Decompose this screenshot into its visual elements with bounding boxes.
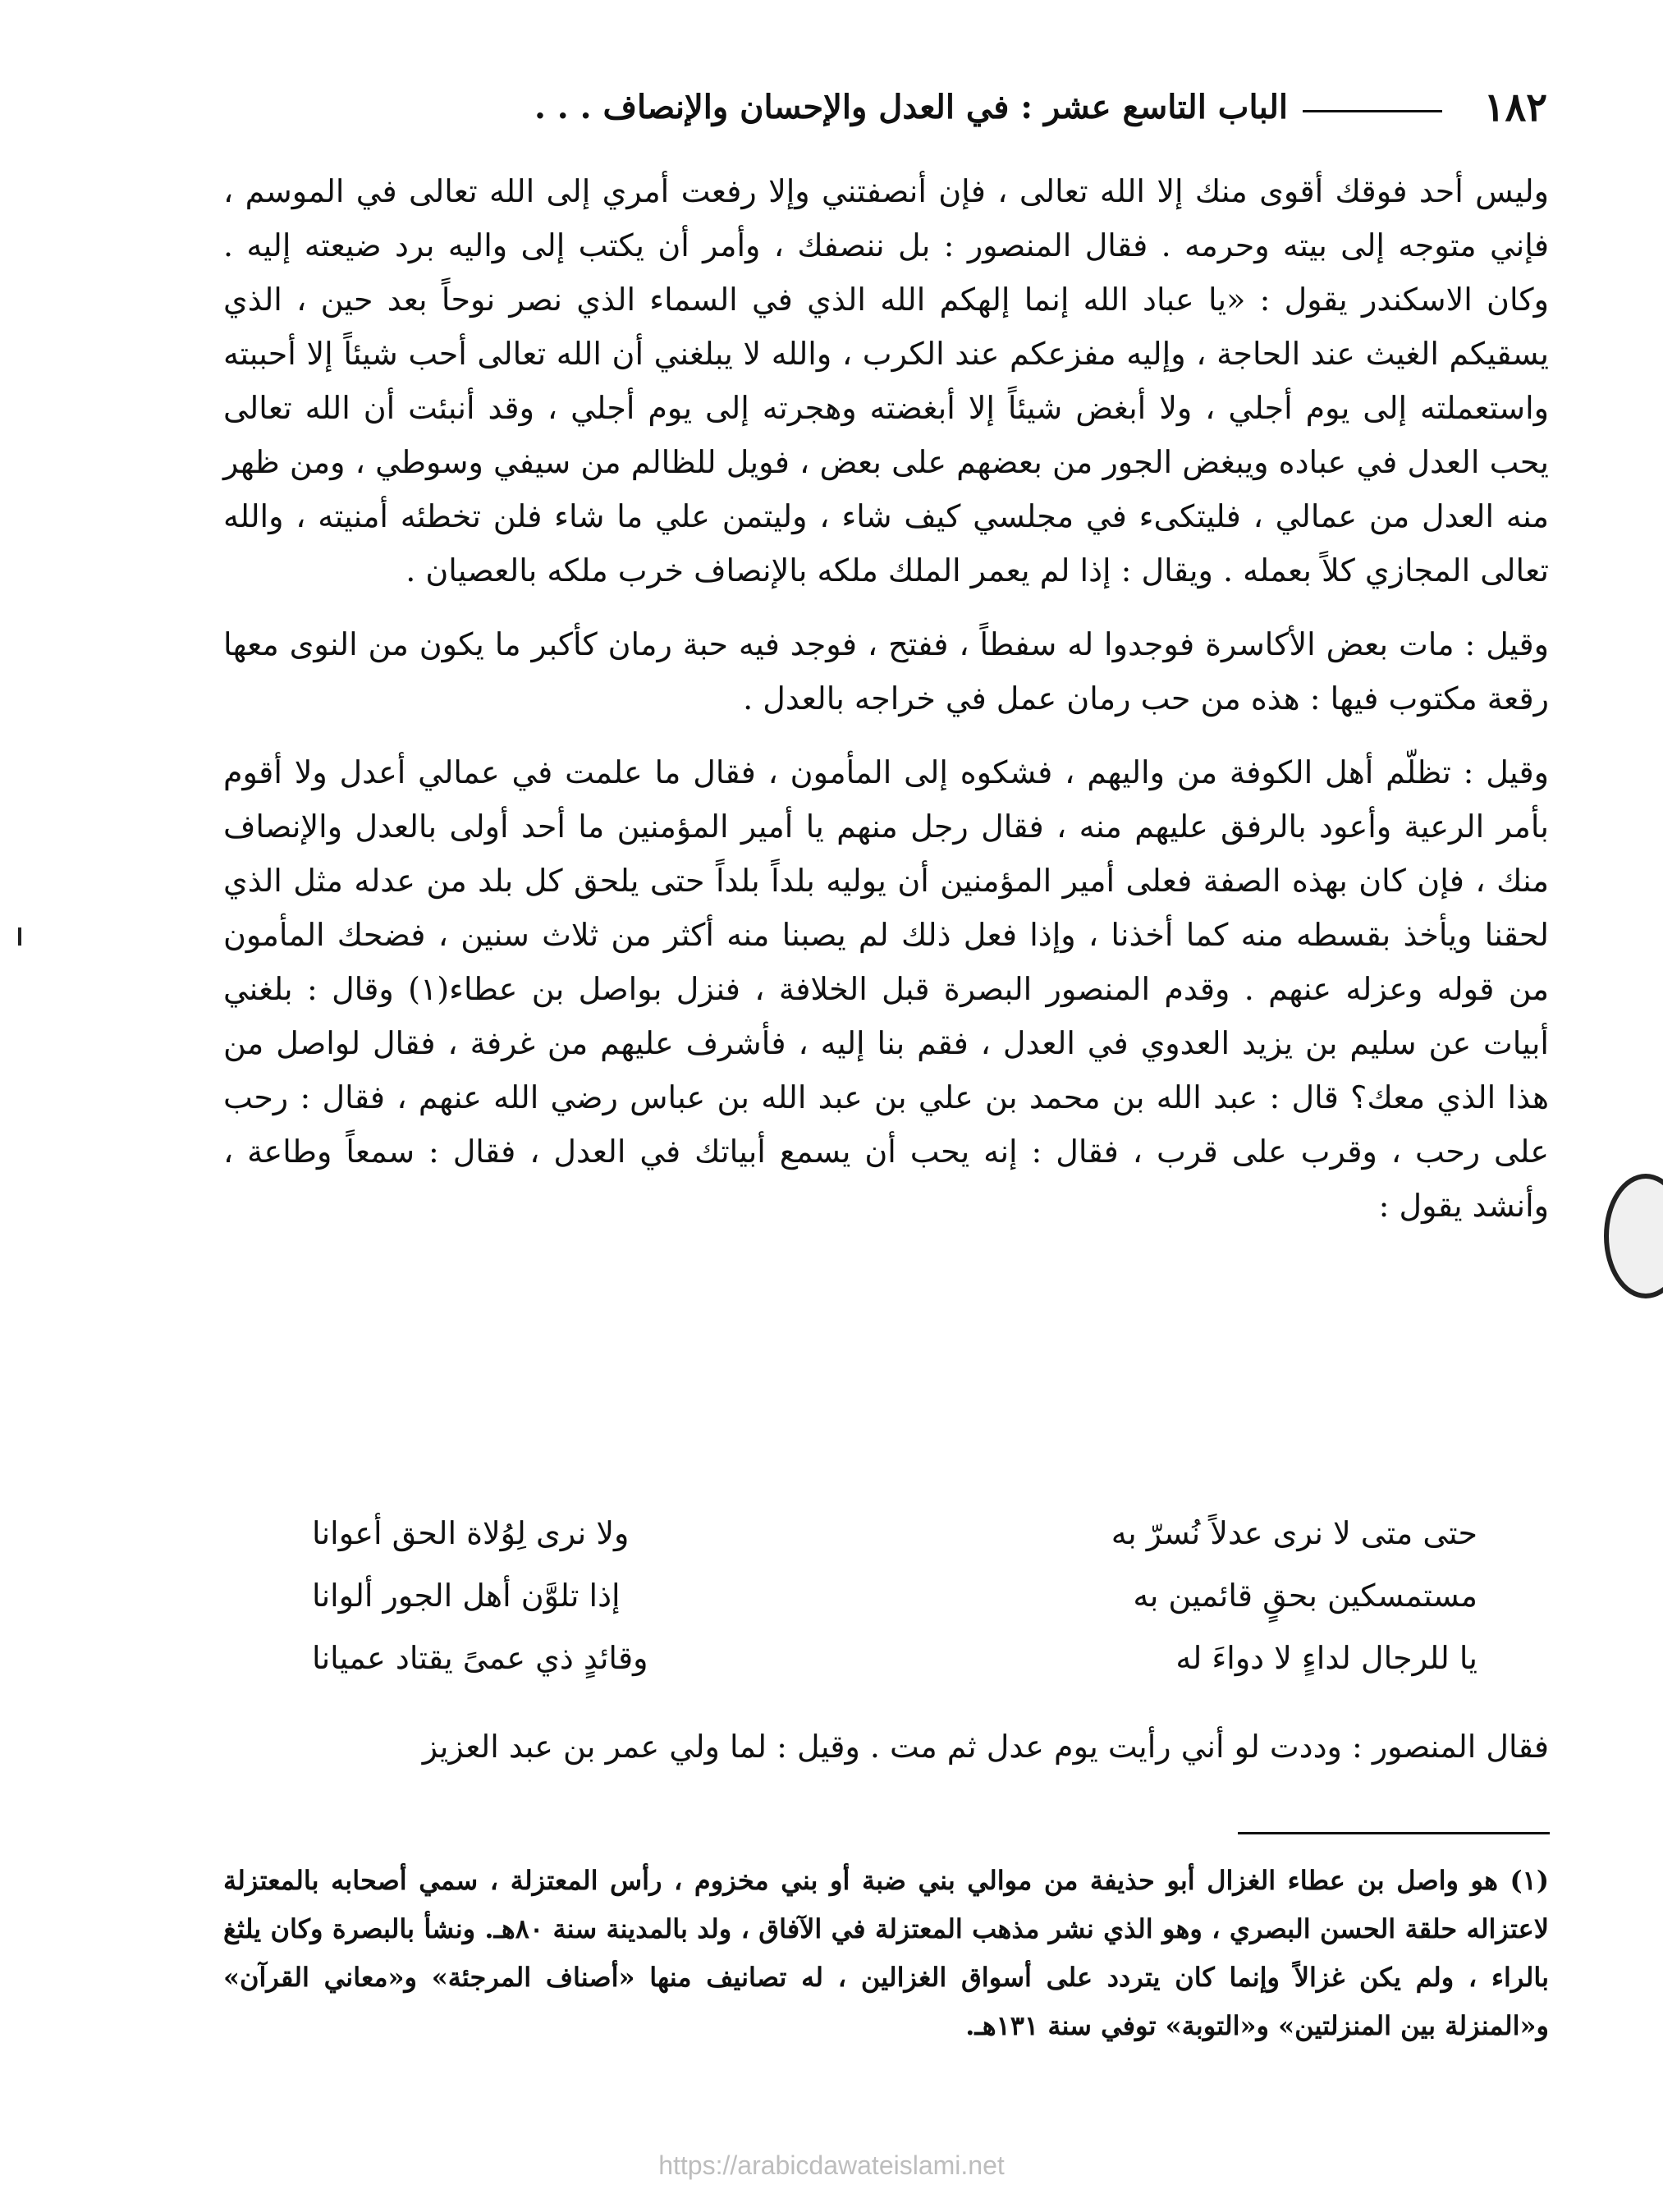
poem-hemistich-second: إذا تلوَّن أهل الجور ألوانا [312, 1578, 621, 1614]
paragraph: وقيل : مات بعض الأكاسرة فوجدوا له سفطاً ، ففتح ، فوجد فيه حبة رمان كأكبر ما يكون من النوى معها رقعة مكتوب فيها : هذه من حب رمان عمل في خراجه بالعدل . [223, 626, 1549, 717]
poem-hemistich-first: يا للرجال لداءٍ لا دواءَ له [1175, 1640, 1477, 1676]
poem [312, 1502, 1477, 1689]
footnote: (١) هو واصل بن عطاء الغزال أبو حذيفة من موالي بني ضبة أو بني مخزوم ، رأس المعتزلة ، سمي أصحابه بالمعتزلة لاعتزاله حلقة الحسن البصري ، وهو الذي نشر مذهب المعتزلة في الآفاق ، ولد بالمدينة سنة ٨٠هـ. ونشأ بالبصرة وكان يلثغ بالراء ، ولم يكن غزالاً وإنما كان يتردد على أسواق الغزالين ، له تصانيف منها «أصناف المرجئة» و«معاني القرآن» و«المنزلة بين المنزلتين» و«التوبة» توفي سنة ١٣١هـ. [223, 1865, 1550, 2041]
closing-paragraph: فقال المنصور : وددت لو أني رأيت يوم عدل ثم مت . وقيل : لما ولي عمر بن عبد العزيز [422, 1729, 1549, 1765]
poem-hemistich-second: ولا نرى لِوُلاة الحق أعوانا [312, 1515, 630, 1551]
paragraph: وقيل : تظلّم أهل الكوفة من واليهم ، فشكوه إلى المأمون ، فقال ما علمت في عمالي أعدل ولا أقوم بأمر الرعية وأعود بالرفق عليهم منه ، فقال رجل منهم يا أمير المؤمنين ما أحد أولى بالعدل والإنصاف منك ، فإن كان بهذه الصفة فعلى أمير المؤمنين أن يوليه بلداً بلداً حتى يلحق كل بلد من عدله مثل الذي لحقنا ويأخذ بقسطه منه كما أخذنا ، وإذا فعل ذلك لم يصبنا منه أكثر من ثلاث سنين ، فضحك المأمون من قوله وعزله عنهم . وقدم المنصور البصرة قبل الخلافة ، فنزل بواصل بن عطاء(١) وقال : بلغني أبيات عن سليم بن يزيد العدوي في العدل ، فقم بنا إليه ، فأشرف عليهم من غرفة ، فقال لواصل من هذا الذي معك؟ قال : عبد الله بن محمد بن علي بن عبد الله بن عباس رضي الله عنهم ، فقال : رحب على رحب ، وقرب على قرب ، فقال : إنه يحب أن يسمع أبياتك في العدل ، فقال : سمعاً وطاعة ، وأنشد يقول : [223, 754, 1549, 1224]
paragraph: وليس أحد فوقك أقوى منك إلا الله تعالى ، فإن أنصفتني وإلا رفعت أمري إلى الله تعالى في الموسم ، فإني متوجه إلى بيته وحرمه . فقال المنصور : بل ننصفك ، وأمر أن يكتب إلى واليه برد ضيعته إليه . وكان الاسكندر يقول : «يا عباد الله إنما إلهكم الله الذي في السماء الذي نصر نوحاً بعد حين ، الذي يسقيكم الغيث عند الحاجة ، وإليه مفزعكم عند الكرب ، والله لا يبلغني أن الله تعالى أحب شيئاً إلا أحببته واستعملته إلى يوم أجلي ، ولا أبغض شيئاً إلا أبغضته وهجرته إلى يوم أجلي ، وقد أنبئت أن الله تعالى يحب العدل في عباده ويبغض الجور من بعضهم على بعض ، فويل للظالم من سيفي وسوطي ، ومن ظهر منه العدل من عمالي ، فليتكىء في مجلسي كيف شاء ، وليتمن علي ما شاء فلن تخطئه أمنيته ، والله تعالى المجازي كلاً بعمله . ويقال : إذا لم يعمر الملك ملكه بالإنصاف خرب ملكه بالعصيان . [223, 173, 1549, 588]
body-text [223, 164, 1549, 1233]
poem-hemistich-first: مستمسكين بحقٍ قائمين به [1133, 1578, 1477, 1614]
poem-verse [312, 1627, 1477, 1689]
margin-mark [18, 927, 21, 946]
chapter-title: الباب التاسع عشر : في العدل والإحسان والإنصاف . . . [534, 88, 1288, 126]
running-header [246, 79, 1547, 136]
poem-hemistich-second: وقائدٍ ذي عمىً يقتاد عميانا [312, 1640, 648, 1676]
poem-verse [312, 1502, 1477, 1564]
watermark-url[interactable]: https://arabicdawateislami.net [658, 2150, 1005, 2180]
poem-hemistich-first: حتى متى لا نرى عدلاً نُسرّ به [1111, 1515, 1477, 1551]
header-rule [1303, 110, 1442, 112]
footnote-rule [1238, 1832, 1550, 1834]
footnotes [223, 1857, 1549, 2050]
page-edge-tab [1604, 1174, 1663, 1298]
page-number: ١٨٢ [1483, 85, 1547, 131]
poem-verse [312, 1564, 1477, 1627]
